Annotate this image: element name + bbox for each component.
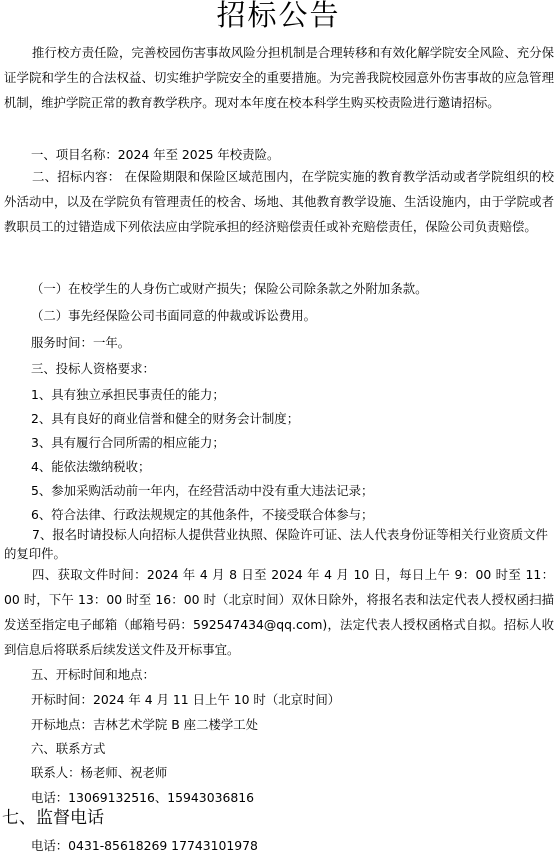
qualification-item: 1、具有独立承担民事责任的能力；: [31, 387, 225, 402]
opening-place: 开标地点：吉林艺术学院 B 座二楼学工处: [31, 717, 259, 732]
qualification-item-7: 7、报名时请投标人向招标人提供营业执照、保险许可证、法人代表身份证等相关行业资质文件的复印件。: [4, 527, 548, 561]
content-item-1: （一）在校学生的人身伤亡或财产损失；保险公司除条款之外附加条款。: [31, 281, 428, 296]
qualification-title: 三、投标人资格要求：: [31, 361, 155, 376]
supervision-phone: 电话：0431-85618269 17743101978: [31, 838, 258, 853]
content-item-2: （二）事先经保险公司书面同意的仲裁或诉讼费用。: [31, 308, 316, 323]
opening-time: 开标时间：2024 年 4 月 11 日上午 10 时（北京时间）: [31, 692, 341, 707]
opening-title: 五、开标时间和地点：: [31, 667, 155, 682]
qualification-item: 4、能依法缴纳税收；: [31, 459, 151, 474]
contact-person: 联系人：杨老师、祝老师: [31, 765, 168, 780]
supervision-title: 七、监督电话: [2, 808, 104, 828]
service-time: 服务时间：一年。: [31, 335, 131, 350]
project-name: 一、项目名称：2024 年至 2025 年校责险。: [31, 147, 280, 162]
qualification-item: 3、具有履行合同所需的相应能力；: [31, 435, 225, 450]
qualification-item: 5、参加采购活动前一年内，在经营活动中没有重大违法记录；: [31, 483, 374, 498]
bid-content-paragraph: 二、招标内容： 在保险期限和保险区域范围内，在学院实施的教育教学活动或者学院组织的校外活动中，以及在学院负有管理责任的校舍、场地、其他教育教学设施、生活设施内，由于学院或者教职员工的过错造成下列依法应由学院承担的经济赔偿责任或补充赔偿责任，保险公司负责赔偿。: [4, 169, 554, 234]
contact-title: 六、联系方式: [31, 741, 106, 756]
qualification-item: 6、符合法律、行政法规规定的其他条件，不接受联合体参与；: [31, 507, 374, 522]
document-time-paragraph: 四、获取文件时间：2024 年 4 月 8 日至 2024 年 4 月 10 日，每日上午 9：00 时至 11：00 时，下午 13：00 时至 16：00 时（北京时间）双休日除外，将报名表和法定代表人授权函扫描发送至指定电子邮箱（邮箱号码：592547434@qq.com)，法定代表人授权函格式自拟。招标人收到信息后将联系后续发送文件及开标事宜。: [4, 567, 554, 657]
page-title: 招标公告: [216, 0, 341, 32]
qualification-item: 2、具有良好的商业信誉和健全的财务会计制度；: [31, 411, 300, 426]
intro-paragraph: 推行校方责任险，完善校园伤害事故风险分担机制是合理转移和有效化解学院安全风险、充分保证学院和学生的合法权益、切实维护学院安全的重要措施。为完善我院校园意外伤害事故的应急管理机制，维护学院正常的教育教学秩序。现对本年度在校本科学生购买校责险进行邀请招标。: [4, 45, 554, 110]
contact-phone: 电话：13069132516、15943036816: [31, 790, 254, 805]
